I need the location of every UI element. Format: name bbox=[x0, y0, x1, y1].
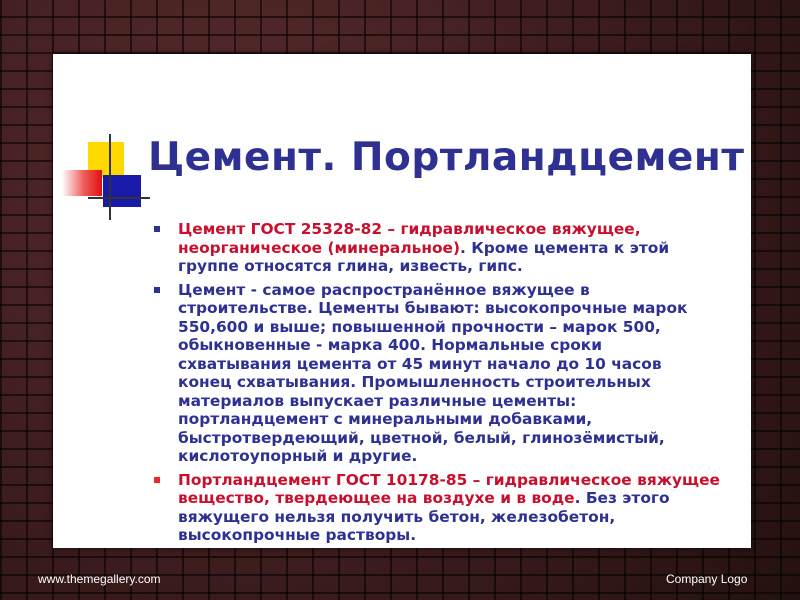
bullet-marker bbox=[154, 226, 160, 232]
bullet-item-gost-cement bbox=[150, 220, 720, 276]
bullet-blue-text: . Кроме цемента к этой группе относятся глина, известь, гипс. bbox=[178, 238, 670, 275]
slide-title: Цемент. Портландцемент bbox=[148, 135, 745, 180]
bullet-blue-text: Цемент - самое распространённое вяжущее в строительстве. Цементы бывают: высокопрочные марок 550,600 и выше; повышенной прочности – марок 500, обыкновенные - марка 400. Нормальные сроки схватывания цемента от 45 минут начало до 10 часов конец схватывания. Промышленность строительных материалов выпускает различные цементы: портландцемент с минеральными добавками, быстротвердеющий, цветной, белый, глинозёмистый, кислотоупорный и другие. bbox=[178, 280, 688, 465]
bullet-blue-text: . Без этого вяжущего нельзя получить бетон, железобетон, высокопрочные растворы. bbox=[178, 489, 670, 544]
bullet-item-cement-types bbox=[150, 281, 720, 466]
decor-vertical-line bbox=[109, 134, 111, 220]
footer-company-logo: Company Logo bbox=[666, 572, 748, 586]
decor-horizontal-line bbox=[88, 197, 150, 199]
slide-content bbox=[150, 220, 720, 550]
bullet-marker bbox=[154, 477, 160, 483]
bullet-red-text: Портландцемент ГОСТ 10178-85 – гидравлическое вяжущее вещество, твердеющее на воздухе и в воде bbox=[178, 470, 720, 507]
bullet-red-text: Цемент ГОСТ 25328-82 – гидравлическое вяжущее, неорганическое (минеральное) bbox=[178, 220, 641, 257]
decor-red-square bbox=[62, 170, 102, 196]
bullet-marker bbox=[154, 287, 160, 293]
bullet-item-portland-cement bbox=[150, 471, 720, 545]
footer-website: www.themegallery.com bbox=[38, 572, 161, 586]
